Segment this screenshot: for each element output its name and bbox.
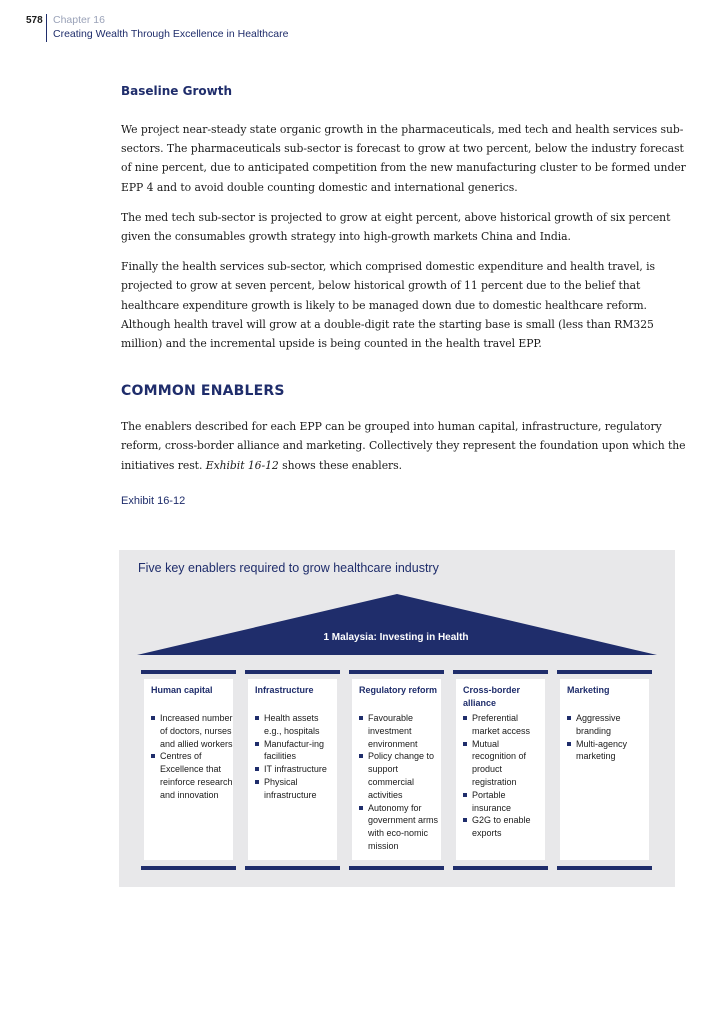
pillar-cap bbox=[453, 670, 548, 674]
list-item-text: IT infrastructure bbox=[264, 764, 327, 775]
baseline-paragraph-1: We project near-steady state organic growth in the pharmaceuticals, med tech and health services sub-sectors. The pharmaceuticals sub-sector is forecast to grow at two percent, below the industry forecast of nine percent, due to anticipated competition from the new manufacturing cluster to be formed under EPP 4 and to avoid double counting domestic and international generics. bbox=[121, 123, 686, 194]
list-item-text: Physical infrastructure bbox=[264, 776, 317, 800]
bullet-icon bbox=[463, 716, 467, 720]
pillar-cap bbox=[245, 670, 340, 674]
roof-shape bbox=[137, 594, 657, 655]
enablers-text-end: shows these enablers. bbox=[282, 458, 403, 472]
baseline-paragraph-3: Finally the health services sub-sector, which comprised domestic expenditure and health travel, is projected to grow at seven percent, below historical growth of 11 percent due to the belief that healthcare expenditure growth is likely to be managed down due to domestic healthcare reform. Although health travel will grow at a double-digit rate the starting base is small (less than RM325 million) and the incremental upside is being counted in the health travel EPP. bbox=[121, 260, 656, 351]
pillar-list bbox=[357, 712, 441, 853]
pillar-card bbox=[144, 679, 233, 860]
bullet-icon bbox=[255, 742, 259, 746]
pillar-infrastructure bbox=[245, 670, 340, 878]
list-item-text: Mutual recognition of product registration bbox=[472, 738, 527, 787]
list-item bbox=[253, 763, 337, 776]
pillar-cap bbox=[557, 670, 652, 674]
page-number: 578 bbox=[26, 15, 43, 26]
list-item bbox=[253, 738, 337, 764]
pillar-title: Regulatory reform bbox=[359, 685, 438, 695]
list-item-text: Aggressive branding bbox=[576, 713, 621, 736]
list-item bbox=[149, 750, 233, 801]
list-item-text: Multi-agency marketing bbox=[576, 738, 628, 762]
pillar-title: Cross-border alliance bbox=[463, 685, 521, 708]
chapter-label: Chapter 16 bbox=[53, 14, 105, 26]
list-item bbox=[357, 750, 441, 801]
bullet-icon bbox=[463, 793, 467, 797]
pillar-base bbox=[141, 866, 236, 870]
roof-graphic bbox=[119, 550, 675, 670]
list-item bbox=[461, 789, 545, 815]
pillar-list bbox=[253, 712, 337, 802]
pillar-title: Infrastructure bbox=[255, 685, 314, 695]
list-item-text: Policy change to support commercial activities bbox=[368, 751, 435, 800]
main-content bbox=[121, 84, 686, 507]
pillar-cap bbox=[349, 670, 444, 674]
list-item-text: Manufactur-ing facilities bbox=[264, 738, 325, 762]
list-item-text: Increased number of doctors, nurses and allied workers bbox=[160, 713, 233, 749]
bullet-icon bbox=[255, 716, 259, 720]
pillar-human-capital bbox=[141, 670, 236, 878]
pillar-base bbox=[245, 866, 340, 870]
common-enablers-heading: COMMON ENABLERS bbox=[121, 383, 285, 400]
list-item bbox=[461, 814, 545, 840]
pillar-title: Marketing bbox=[567, 685, 610, 695]
roof-label: 1 Malaysia: Investing in Health bbox=[323, 632, 469, 643]
figure-title: Five key enablers required to grow healthcare industry bbox=[138, 561, 439, 575]
pillar-card bbox=[560, 679, 649, 860]
pillar-regulatory-reform bbox=[349, 670, 444, 878]
pillar-card bbox=[456, 679, 545, 860]
list-item bbox=[149, 712, 233, 750]
list-item bbox=[461, 712, 545, 738]
pillar-base bbox=[349, 866, 444, 870]
list-item bbox=[461, 738, 545, 789]
exhibit-reference: Exhibit 16-12 bbox=[205, 458, 279, 472]
list-item-text: Portable insurance bbox=[472, 789, 512, 813]
bullet-icon bbox=[359, 806, 363, 810]
list-item bbox=[357, 802, 441, 853]
pillar-list bbox=[461, 712, 545, 840]
enablers-text: The enablers described for each EPP can be grouped into human capital, infrastructure, regulatory reform, cross-border alliance and marketing. Collectively they represent the foundation upon which the initiatives rest. bbox=[121, 420, 686, 472]
exhibit-figure bbox=[119, 550, 675, 887]
bullet-icon bbox=[567, 716, 571, 720]
pillar-base bbox=[453, 866, 548, 870]
bullet-icon bbox=[255, 780, 259, 784]
bullet-icon bbox=[463, 742, 467, 746]
list-item-text: Preferential market access bbox=[472, 713, 531, 736]
bullet-icon bbox=[359, 754, 363, 758]
running-header bbox=[0, 12, 400, 42]
baseline-paragraph-2: The med tech sub-sector is projected to grow at eight percent, above historical growth of six percent given the consumables growth strategy into high-growth markets China and India. bbox=[121, 210, 671, 244]
pillar-list bbox=[149, 712, 233, 802]
baseline-growth-heading: Baseline Growth bbox=[121, 84, 232, 98]
pillar-list bbox=[565, 712, 649, 763]
list-item-text: Health assets e.g., hospitals bbox=[264, 713, 320, 736]
pillar-card bbox=[248, 679, 337, 860]
list-item-text: Centres of Excellence that reinforce research and innovation bbox=[160, 751, 233, 800]
header-divider bbox=[46, 14, 47, 42]
pillar-cap bbox=[141, 670, 236, 674]
pillar-marketing bbox=[557, 670, 652, 878]
bullet-icon bbox=[151, 716, 155, 720]
list-item-text: Autonomy for government arms with eco-nomic mission bbox=[368, 802, 439, 851]
enablers-paragraph bbox=[121, 417, 686, 475]
list-item bbox=[565, 738, 649, 764]
list-item bbox=[253, 712, 337, 738]
bullet-icon bbox=[255, 767, 259, 771]
pillar-title: Human capital bbox=[151, 685, 213, 695]
bullet-icon bbox=[463, 818, 467, 822]
pillar-base bbox=[557, 866, 652, 870]
chapter-title: Creating Wealth Through Excellence in Healthcare bbox=[53, 28, 289, 40]
bullet-icon bbox=[151, 754, 155, 758]
pillar-cross-border-alliance bbox=[453, 670, 548, 878]
bullet-icon bbox=[359, 716, 363, 720]
list-item-text: Favourable investment environment bbox=[368, 713, 418, 749]
list-item-text: G2G to enable exports bbox=[472, 815, 531, 839]
list-item bbox=[357, 712, 441, 750]
bullet-icon bbox=[567, 742, 571, 746]
pillar-card bbox=[352, 679, 441, 860]
list-item bbox=[253, 776, 337, 802]
list-item bbox=[565, 712, 649, 738]
exhibit-label: Exhibit 16-12 bbox=[121, 494, 186, 507]
